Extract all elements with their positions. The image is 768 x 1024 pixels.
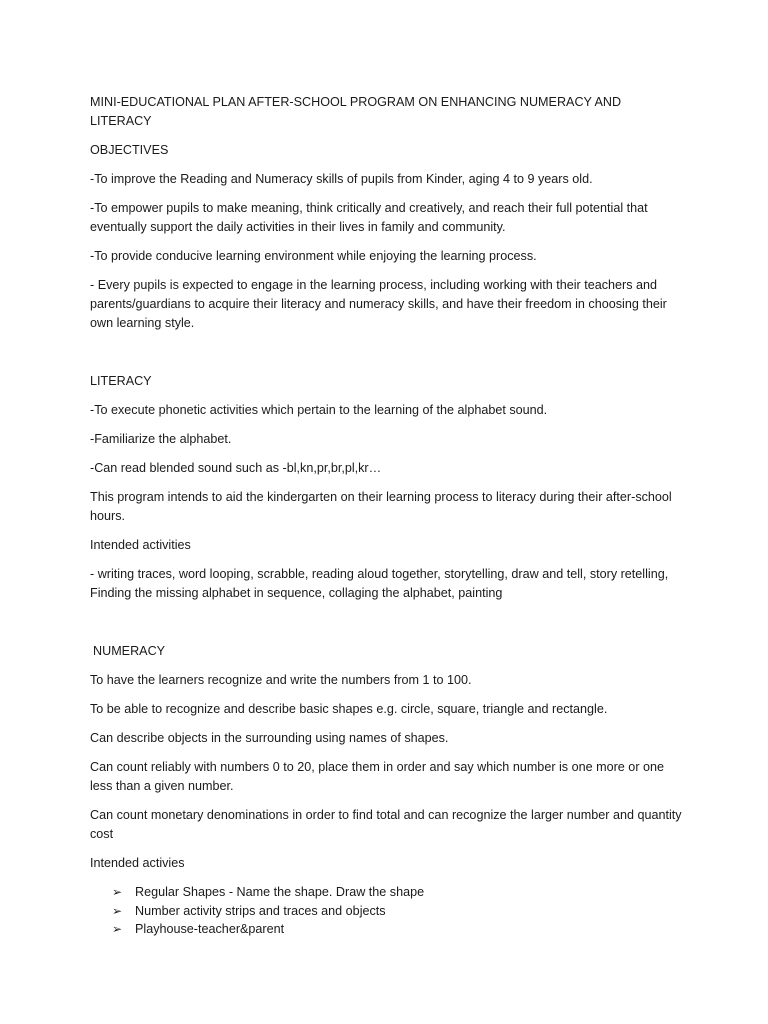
numeracy-heading: NUMERACY	[93, 644, 166, 658]
numeracy-item: Can count reliably with numbers 0 to 20, place them in order and say which number is one more or one less than a given number.	[90, 760, 665, 793]
literacy-item: -To execute phonetic activities which pertain to the learning of the alphabet sound.	[90, 403, 548, 417]
list-item-text: Regular Shapes - Name the shape. Draw the shape	[135, 885, 425, 899]
numeracy-activities-heading: Intended activies	[90, 856, 185, 870]
objective-item: -To empower pupils to make meaning, think critically and creatively, and reach their full potential that eventually support the daily activities in their lives in family and community.	[90, 201, 648, 234]
literacy-item: -Can read blended sound such as -bl,kn,pr,br,pl,kr…	[90, 461, 382, 475]
section-spacer	[90, 343, 682, 372]
objectives-heading: OBJECTIVES	[90, 143, 169, 157]
document-page	[90, 93, 682, 939]
list-item	[112, 920, 682, 939]
section-spacer	[90, 613, 682, 642]
list-item-text: Number activity strips and traces and objects	[135, 903, 386, 918]
literacy-activities-heading: Intended activities	[90, 538, 191, 552]
numeracy-item: To have the learners recognize and write the numbers from 1 to 100.	[90, 673, 472, 687]
list-item	[112, 902, 682, 921]
arrow-bullet-icon: ➢	[112, 885, 123, 899]
numeracy-item: To be able to recognize and describe basic shapes e.g. circle, square, triangle and rectangle.	[90, 702, 608, 716]
objective-item: -To improve the Reading and Numeracy skills of pupils from Kinder, aging 4 to 9 years old.	[90, 172, 593, 186]
literacy-activities-text: - writing traces, word looping, scrabble, reading aloud together, storytelling, draw and tell, story retelling, Finding the missing alphabet in sequence, collaging the alphabet, painting	[90, 567, 669, 600]
document-title: MINI-EDUCATIONAL PLAN AFTER-SCHOOL PROGRAM ON ENHANCING NUMERACY AND LITERACY	[90, 95, 622, 128]
arrow-bullet-icon: ➢	[112, 903, 123, 918]
objective-item: - Every pupils is expected to engage in the learning process, including working with their teachers and parents/guardians to acquire their literacy and numeracy skills, and have their freedom in choosing their own learning style.	[90, 278, 667, 330]
numeracy-item: Can describe objects in the surrounding using names of shapes.	[90, 731, 449, 745]
objective-item: -To provide conducive learning environment while enjoying the learning process.	[90, 249, 537, 263]
numeracy-activities-list	[90, 883, 682, 939]
arrow-bullet-icon: ➢	[112, 922, 123, 936]
list-item	[112, 883, 682, 902]
literacy-item: -Familiarize the alphabet.	[90, 432, 232, 446]
numeracy-item: Can count monetary denominations in order to find total and can recognize the larger number and quantity cost	[90, 808, 682, 841]
literacy-item: This program intends to aid the kindergarten on their learning process to literacy during their after-school hours.	[90, 490, 672, 523]
list-item-text: Playhouse-teacher&parent	[135, 922, 285, 936]
literacy-heading: LITERACY	[90, 374, 152, 388]
